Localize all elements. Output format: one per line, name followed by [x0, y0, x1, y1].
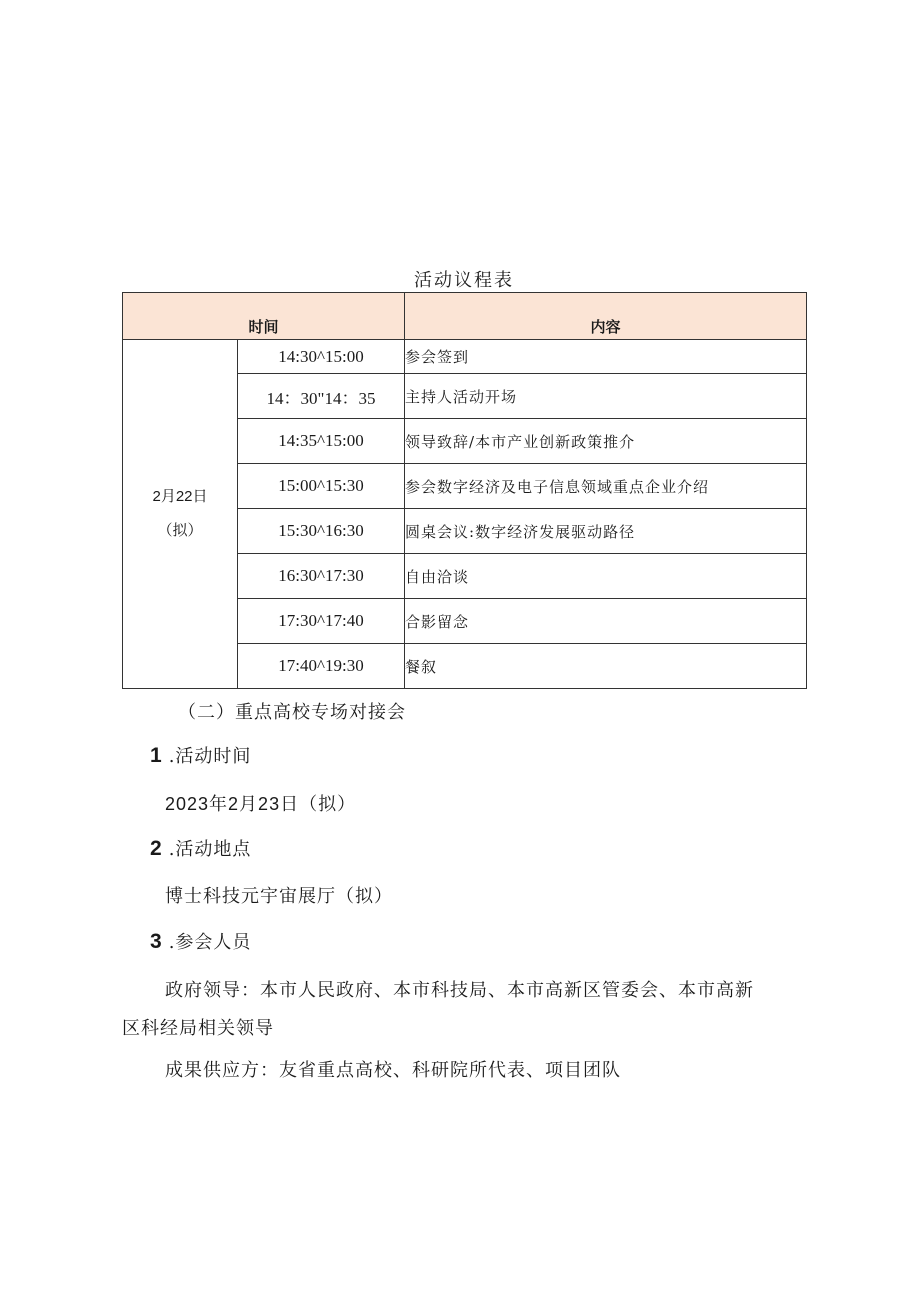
attendees-gov-line2: 区科经局相关领导 [122, 1018, 274, 1039]
date-note: （拟） [157, 522, 203, 539]
time-cell: 15:00^15:30 [238, 464, 405, 509]
item-location-value: 博士科技元宇宙展厅（拟） [165, 886, 393, 907]
section-heading: （二）重点高校专场对接会 [178, 702, 406, 723]
attendees-gov-line1: 政府领导：本市人民政府、本市科技局、本市高新区管委会、本市高新 [165, 980, 754, 1001]
date-text: 2月22日 [152, 488, 208, 505]
time-cell: 14:35^15:00 [238, 419, 405, 464]
item-time-heading [150, 742, 251, 768]
time-cell: 14:30^15:00 [238, 340, 405, 374]
table-title: 活动议程表 [414, 270, 514, 291]
content-cell: 参会数字经济及电子信息领域重点企业介绍 [405, 464, 807, 509]
item-number: 2 [150, 837, 163, 860]
content-cell: 合影留念 [405, 599, 807, 644]
time-cell: 14：30"14：35 [238, 374, 405, 419]
item-label: .活动时间 [168, 746, 252, 767]
item-number: 3 [150, 930, 163, 953]
content-cell: 餐叙 [405, 644, 807, 689]
content-cell: 参会签到 [405, 340, 807, 374]
item-time-value: 2023年2月23日（拟） [165, 794, 357, 814]
table-row [123, 340, 807, 374]
time-cell: 17:30^17:40 [238, 599, 405, 644]
time-cell: 16:30^17:30 [238, 554, 405, 599]
item-attendees-heading [150, 928, 251, 954]
agenda-table [122, 292, 807, 689]
attendees-supply: 成果供应方：友省重点高校、科研院所代表、项目团队 [165, 1060, 621, 1081]
item-label: .活动地点 [168, 839, 252, 860]
item-number: 1 [150, 744, 163, 767]
content-cell: 圆桌会议:数字经济发展驱动路径 [405, 509, 807, 554]
table-header-row [123, 293, 807, 340]
content-cell: 自由洽谈 [405, 554, 807, 599]
time-cell: 15:30^16:30 [238, 509, 405, 554]
item-location-heading [150, 835, 251, 861]
header-content: 内容 [405, 293, 807, 340]
content-cell: 主持人活动开场 [405, 374, 807, 419]
header-time: 时间 [123, 293, 405, 340]
content-cell: 领导致辞/本市产业创新政策推介 [405, 419, 807, 464]
time-cell: 17:40^19:30 [238, 644, 405, 689]
date-cell [123, 340, 238, 689]
item-label: .参会人员 [168, 932, 252, 953]
